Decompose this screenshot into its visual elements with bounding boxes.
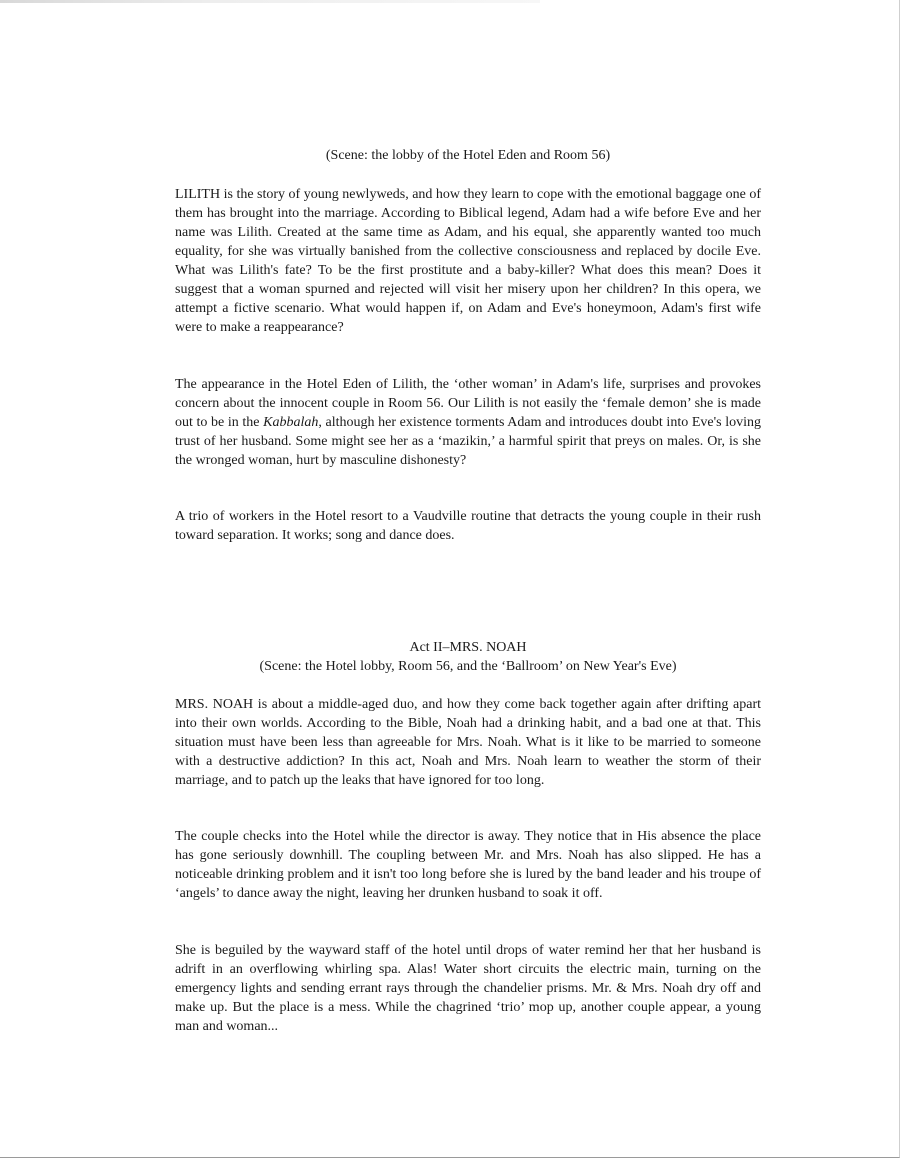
act2-paragraph-3-block bbox=[175, 941, 761, 1036]
act1-paragraph-2-before: The appearance in the Hotel Eden of Lilith, the ‘other woman’ in Adam's life, surprises and provokes concern about the innocent couple in Room 56. Our Lilith is not easily the ‘female demon’ she is made out to be in the bbox=[175, 377, 761, 430]
act1-paragraph-1-block bbox=[175, 185, 761, 337]
act2-header bbox=[175, 638, 761, 676]
act2-paragraph-1: MRS. NOAH is about a middle-aged duo, and how they come back together again after drifting apart into their own worlds. According to the Bible, Noah had a drinking habit, and a bad one at that. This situation must have been less than agreeable for Mrs. Noah. What is it like to be married to someone with a destructive addiction? In this act, Noah and Mrs. Noah learn to weather the storm of their marriage, and to patch up the leaks that have ignored for too long. bbox=[175, 697, 761, 788]
act2-paragraph-2-block bbox=[175, 827, 761, 903]
act2-heading: Act II–MRS. NOAH bbox=[409, 640, 527, 655]
act2-scene-line: (Scene: the Hotel lobby, Room 56, and the ‘Ballroom’ on New Year's Eve) bbox=[259, 659, 677, 674]
act1-paragraph-3: A trio of workers in the Hotel resort to a Vaudville routine that detracts the young couple in their rush toward separation. It works; song and dance does. bbox=[175, 509, 761, 543]
act1-paragraph-2-italic: Kabbalah bbox=[263, 415, 319, 430]
act2-paragraph-1-block bbox=[175, 695, 761, 790]
act1-section bbox=[175, 146, 761, 165]
act1-paragraph-1: LILITH is the story of young newlyweds, and how they learn to cope with the emotional baggage one of them has brought into the marriage. According to Biblical legend, Adam had a wife before Eve and her name was Lilith. Created at the same time as Adam, and his equal, she apparently wanted too much equality, for she was virtually banished from the collective consciousness and replaced by docile Eve. What was Lilith's fate? To be the first prostitute and a baby-killer? What does this mean? Does it suggest that a woman spurned and rejected will visit her misery upon her children? In this opera, we attempt a fictive scenario. What would happen if, on Adam and Eve's honeymoon, Adam's first wife were to make a reappearance? bbox=[175, 187, 761, 335]
act1-scene-line: (Scene: the lobby of the Hotel Eden and Room 56) bbox=[325, 148, 611, 163]
act1-paragraph-2 bbox=[175, 375, 761, 470]
act1-paragraph-2-block bbox=[175, 375, 761, 470]
scan-edge bbox=[0, 0, 540, 3]
act1-paragraph-3-block bbox=[175, 507, 761, 545]
act2-paragraph-3: She is beguiled by the wayward staff of the hotel until drops of water remind her that her husband is adrift in an overflowing whirling spa. Alas! Water short circuits the electric main, turning on the emergency lights and sending errant rays through the chandelier prisms. Mr. & Mrs. Noah dry off and make up. But the place is a mess. While the chagrined ‘trio’ mop up, another couple appear, a young man and woman... bbox=[175, 943, 761, 1034]
act1-paragraph-2-after: , although her existence torments Adam and introduces doubt into Eve's loving trust of her husband. Some might see her as a ‘mazikin,’ a harmful spirit that preys on males. Or, is she the wronged woman, hurt by masculine dishonesty? bbox=[175, 415, 761, 468]
act2-paragraph-2: The couple checks into the Hotel while the director is away. They notice that in His absence the place has gone seriously downhill. The coupling between Mr. and Mrs. Noah has also slipped. He has a noticeable drinking problem and it isn't too long before she is lured by the band leader and his troupe of ‘angels’ to dance away the night, leaving her drunken husband to soak it off. bbox=[175, 829, 761, 901]
